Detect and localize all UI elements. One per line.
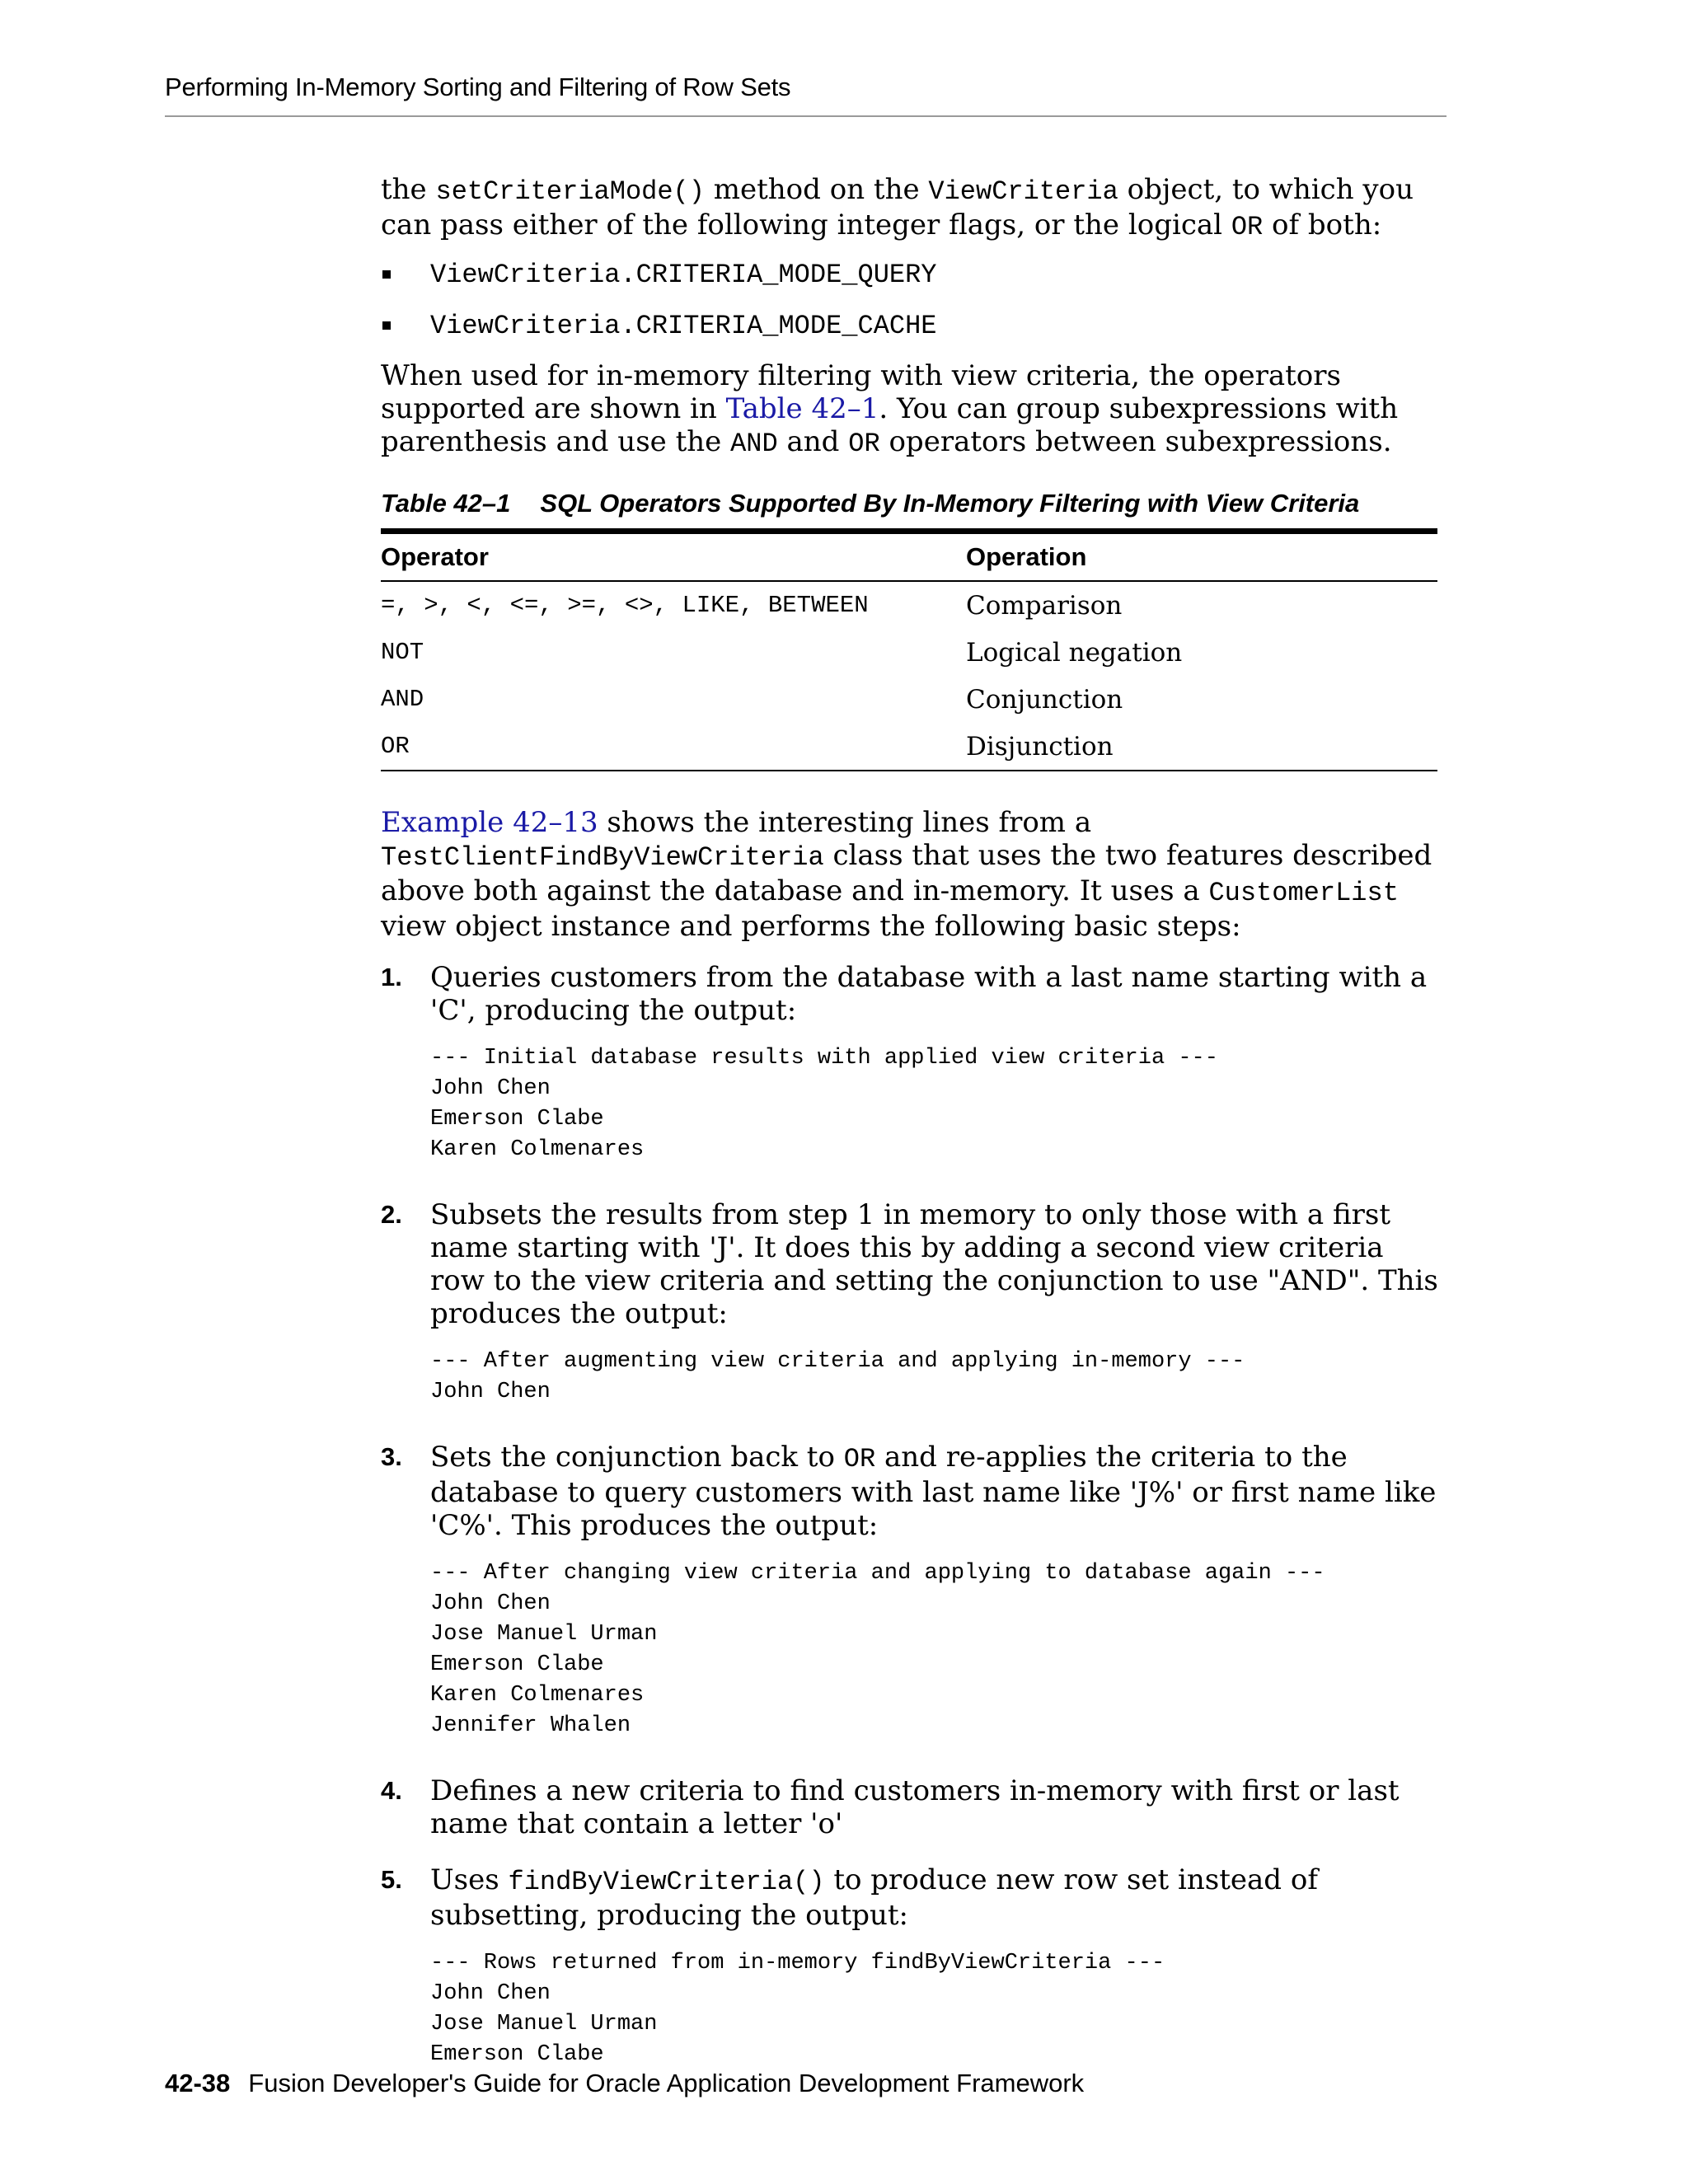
flag-cache-code: ViewCriteria.CRITERIA_MODE_CACHE bbox=[430, 311, 937, 341]
step-number: 5. bbox=[381, 1865, 402, 1894]
step-number: 4. bbox=[381, 1776, 402, 1805]
operator-cell: OR bbox=[381, 733, 410, 760]
table-number: Table 42–1 bbox=[381, 489, 511, 518]
intro-paragraph bbox=[381, 173, 1444, 244]
table-row bbox=[381, 581, 1437, 629]
operation-cell: Comparison bbox=[966, 590, 1123, 621]
para2-text-3: and bbox=[777, 425, 849, 458]
step-item bbox=[381, 1441, 1444, 1741]
code-output-block: --- Rows returned from in-memory findByViewCriteria --- John Chen Jose Manuel Urman Emerson Clabe bbox=[430, 1951, 1165, 2067]
para2-text-1: When used for in-memory filtering with view criteria, the operators supported are shown in bbox=[381, 359, 1341, 425]
code-output-block: --- Initial database results with applied view criteria --- John Chen Emerson Clabe Karen Colmenares bbox=[430, 1046, 1218, 1162]
bullet-square-icon bbox=[382, 270, 391, 279]
table-link[interactable]: Table 42–1 bbox=[725, 392, 879, 425]
column-header-operator: Operator bbox=[381, 532, 966, 582]
operator-cell: AND bbox=[381, 686, 424, 713]
table-row bbox=[381, 629, 1437, 676]
view-criteria-code: ViewCriteria bbox=[928, 176, 1118, 207]
step-item bbox=[381, 1774, 1444, 1840]
step-item bbox=[381, 961, 1444, 1165]
step-text: Defines a new criteria to find customers in-memory with first or last name that contain a letter 'o' bbox=[430, 1774, 1400, 1840]
step-item bbox=[381, 1198, 1444, 1408]
table-header-row bbox=[381, 532, 1437, 582]
para2-text-4: operators between subexpressions. bbox=[879, 425, 1392, 458]
and-code: AND bbox=[730, 429, 778, 459]
intro-text-4: of both: bbox=[1263, 209, 1382, 241]
find-by-view-criteria-code: findByViewCriteria() bbox=[508, 1867, 825, 1897]
operators-paragraph bbox=[381, 359, 1444, 461]
steps-list bbox=[381, 961, 1444, 2070]
step-text: Queries customers from the database with a last name starting with a 'C', producing the output: bbox=[430, 961, 1428, 1027]
header-rule bbox=[165, 115, 1447, 117]
flag-query-code: ViewCriteria.CRITERIA_MODE_QUERY bbox=[430, 260, 937, 290]
step-item bbox=[381, 1863, 1444, 2070]
flag-item bbox=[381, 257, 1444, 292]
example-link[interactable]: Example 42–13 bbox=[381, 806, 598, 839]
code-output-block: --- After augmenting view criteria and applying in-memory --- John Chen bbox=[430, 1349, 1245, 1404]
customer-list-code: CustomerList bbox=[1208, 878, 1399, 908]
step-number: 1. bbox=[381, 963, 402, 991]
para3-text-2: class that uses the two features described above both against the database and in-memory. It uses a bbox=[381, 839, 1432, 907]
table-row bbox=[381, 676, 1437, 723]
table-row bbox=[381, 723, 1437, 771]
page-footer bbox=[165, 2069, 1084, 2098]
operation-cell: Conjunction bbox=[966, 684, 1123, 715]
book-title: Fusion Developer's Guide for Oracle Application Development Framework bbox=[248, 2069, 1085, 2097]
para3-text-1: shows the interesting lines from a bbox=[598, 806, 1092, 839]
bullet-square-icon bbox=[382, 321, 391, 330]
flag-list bbox=[381, 257, 1444, 343]
or-code: OR bbox=[1231, 212, 1264, 242]
step3-text-2: and re-applies the criteria to the database to query customers with last name like 'J%' or first name like 'C%'. This produces the output: bbox=[430, 1441, 1437, 1542]
running-header: Performing In-Memory Sorting and Filtering of Row Sets bbox=[165, 73, 791, 101]
intro-text-2: method on the bbox=[704, 173, 929, 206]
table-title: SQL Operators Supported By In-Memory Filtering with View Criteria bbox=[540, 489, 1360, 518]
or-code: OR bbox=[848, 429, 880, 459]
para3-text-3: view object instance and performs the following basic steps: bbox=[381, 910, 1241, 943]
column-header-operation: Operation bbox=[966, 532, 1437, 582]
para2-text-2: . You can group subexpressions with parenthesis and use the bbox=[381, 392, 1399, 458]
intro-text-3: object, to which you can pass either of the following integer flags, or the logical bbox=[381, 173, 1414, 241]
step-number: 2. bbox=[381, 1200, 402, 1229]
step-text bbox=[430, 1863, 1444, 1932]
example-paragraph bbox=[381, 806, 1444, 943]
step5-text-1: Uses bbox=[430, 1863, 509, 1896]
step-number: 3. bbox=[381, 1442, 402, 1471]
intro-text-1: the bbox=[381, 173, 436, 206]
step5-text-2: to produce new row set instead of subsetting, producing the output: bbox=[430, 1863, 1318, 1932]
or-code: OR bbox=[843, 1444, 876, 1474]
operator-cell: NOT bbox=[381, 639, 424, 666]
test-client-class-code: TestClientFindByViewCriteria bbox=[381, 842, 824, 873]
flag-item bbox=[381, 308, 1444, 343]
set-criteria-mode-code: setCriteriaMode() bbox=[435, 176, 705, 207]
page-content bbox=[381, 173, 1444, 2093]
operator-cell: =, >, <, <=, >=, <>, LIKE, BETWEEN bbox=[381, 592, 869, 619]
table-caption bbox=[381, 489, 1444, 518]
operation-cell: Logical negation bbox=[966, 637, 1183, 668]
page-number: 42-38 bbox=[165, 2069, 231, 2097]
code-output-block: --- After changing view criteria and applying to database again --- John Chen Jose Manuel Urman Emerson Clabe Karen Colmenares Jennifer Whalen bbox=[430, 1561, 1325, 1738]
step3-text-1: Sets the conjunction back to bbox=[430, 1441, 844, 1474]
operation-cell: Disjunction bbox=[966, 731, 1114, 762]
operators-table bbox=[381, 528, 1437, 771]
step-text: Subsets the results from step 1 in memory to only those with a first name starting with 'J'. It does this by adding a second view criteria row to the view criteria and setting the conjunction to use "AND". This produces the output: bbox=[430, 1198, 1438, 1330]
step-text bbox=[430, 1441, 1444, 1542]
